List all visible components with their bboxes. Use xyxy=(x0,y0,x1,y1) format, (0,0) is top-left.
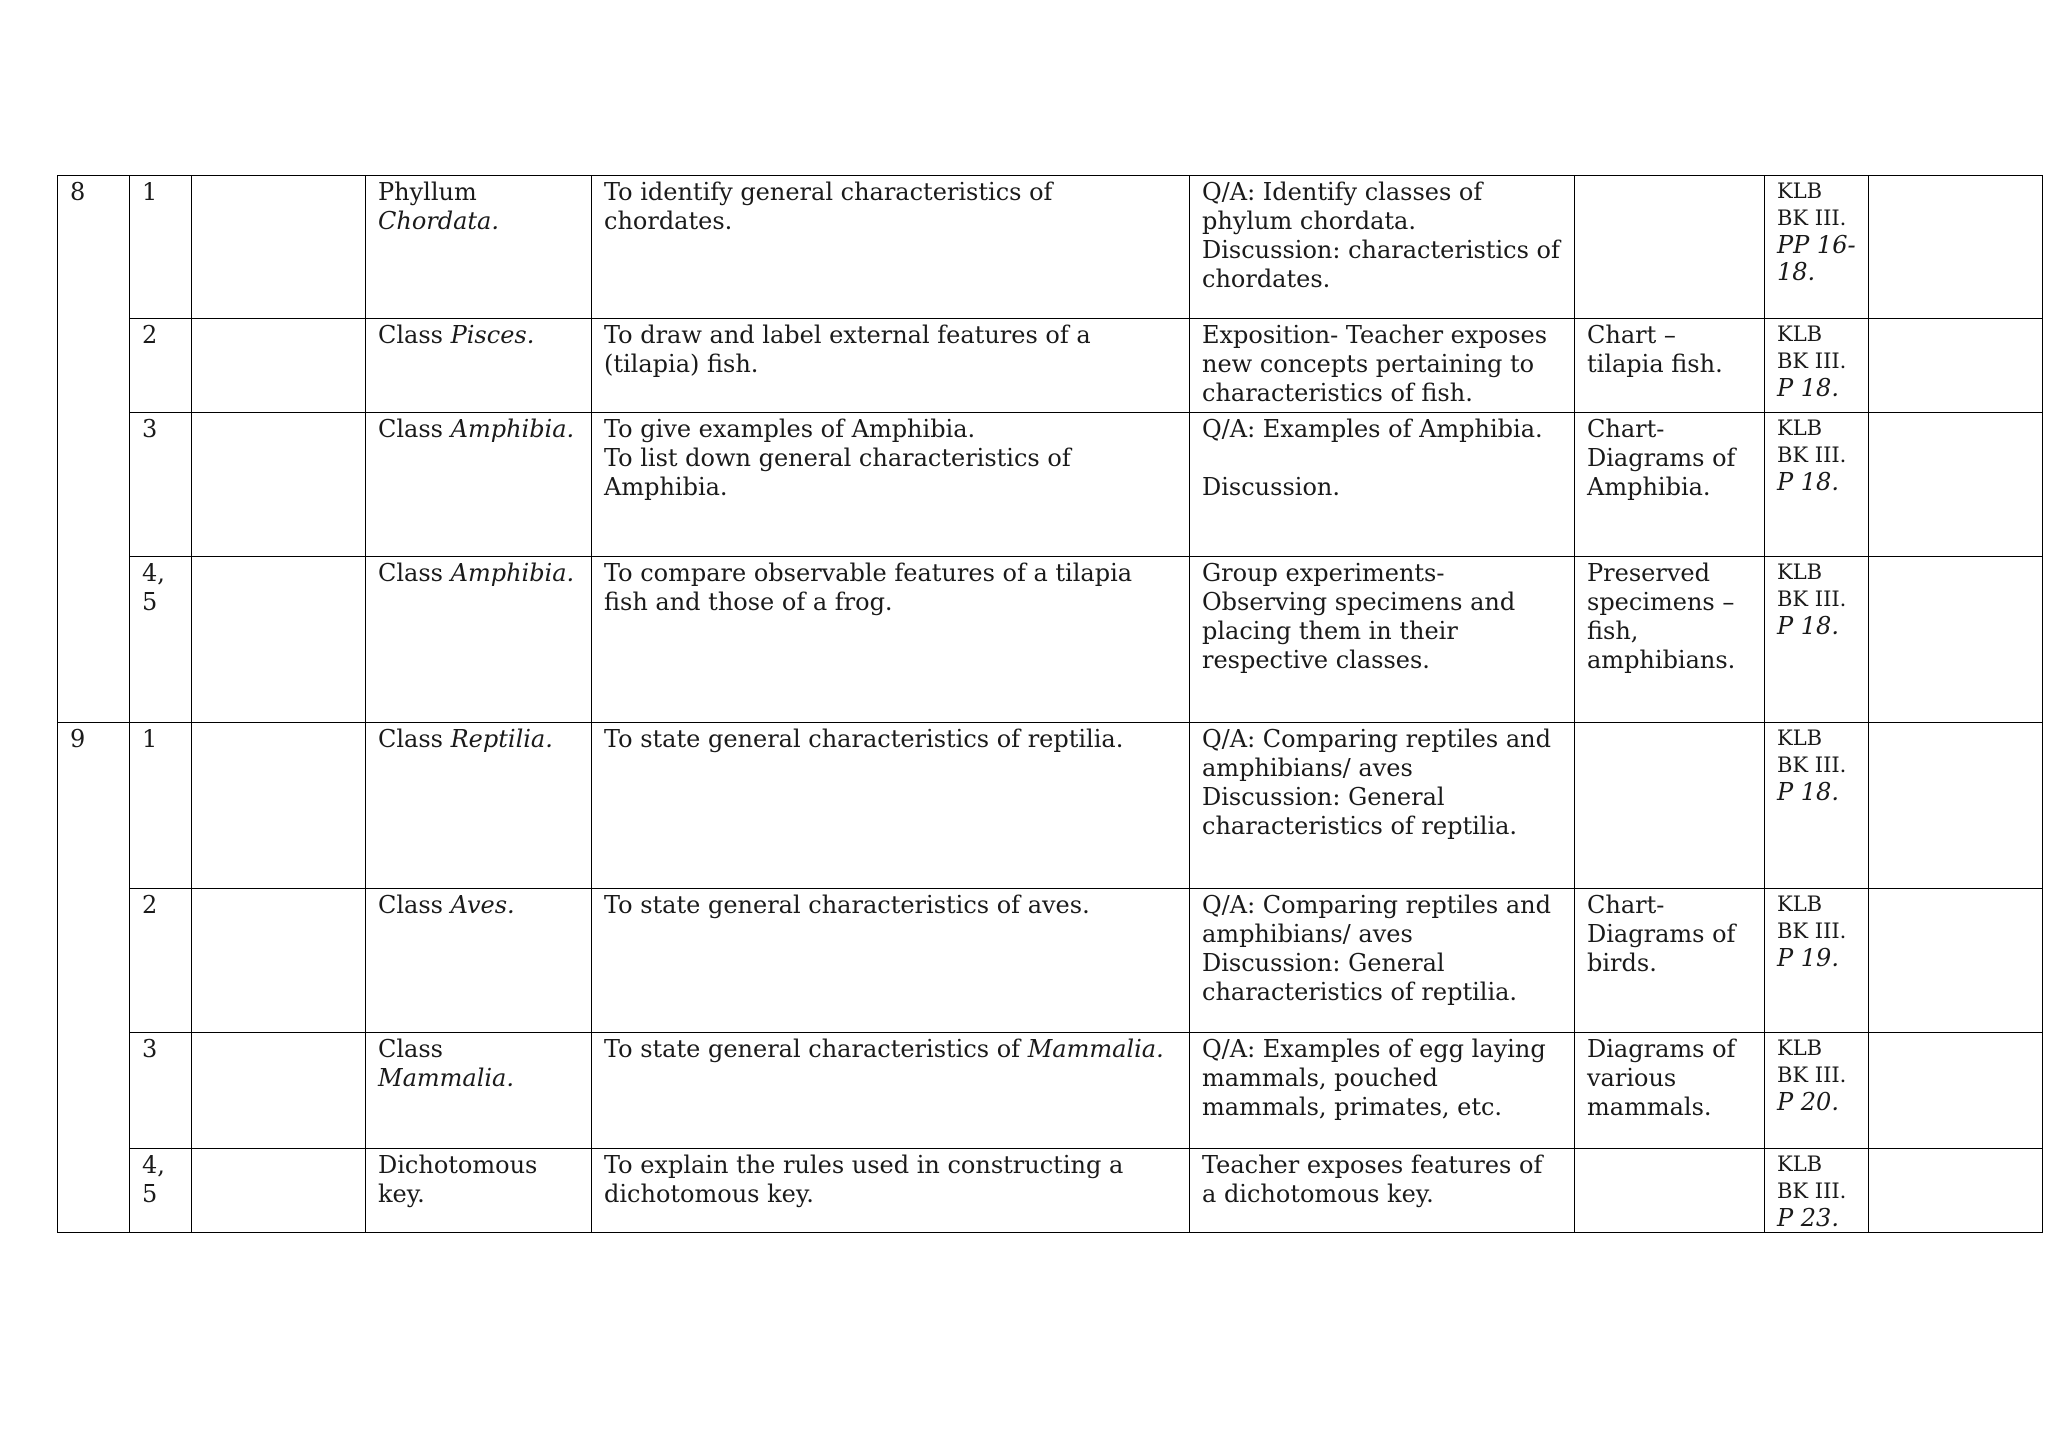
resources-cell xyxy=(1575,1149,1765,1233)
ref-book: KLB xyxy=(1777,1036,1823,1060)
objective-italic: Mammalia. xyxy=(1027,1035,1164,1063)
blank-cell xyxy=(192,413,366,557)
remarks-cell xyxy=(1869,1033,2043,1149)
topic-text: Class xyxy=(378,559,451,587)
ref-volume: BK III. xyxy=(1777,1063,1847,1087)
blank-cell xyxy=(192,1033,366,1149)
activities-cell xyxy=(1190,1033,1575,1149)
objective-line: To state general characteristics of xyxy=(604,1035,1028,1063)
ref-page: PP 16-18. xyxy=(1777,231,1856,286)
ref-volume: BK III. xyxy=(1777,587,1847,611)
objective-line: To list down general characteristics of Amphibia. xyxy=(604,444,1071,501)
lesson-cell: 4, 5 xyxy=(130,557,192,723)
blank-cell xyxy=(192,557,366,723)
reference-cell xyxy=(1765,1149,1869,1233)
blank-cell xyxy=(192,723,366,889)
ref-book: KLB xyxy=(1777,322,1823,346)
topic-italic: Reptilia. xyxy=(450,725,553,753)
activity-line: Discussion: General characteristics of reptilia. xyxy=(1202,783,1518,840)
objectives-cell xyxy=(592,413,1190,557)
topic-text: Class xyxy=(378,725,451,753)
objectives-cell xyxy=(592,176,1190,319)
reference-cell xyxy=(1765,176,1869,319)
remarks-cell xyxy=(1869,889,2043,1033)
activities-cell xyxy=(1190,413,1575,557)
activity-line: Q/A: Comparing reptiles and amphibians/ aves xyxy=(1202,891,1551,948)
topic-cell xyxy=(366,1149,592,1233)
activities-cell xyxy=(1190,1149,1575,1233)
resources-cell: Diagrams of various mammals. xyxy=(1575,1033,1765,1149)
activity-line: Q/A: Comparing reptiles and amphibians/ aves xyxy=(1202,725,1551,782)
topic-text: Class xyxy=(378,1035,443,1063)
remarks-cell xyxy=(1869,723,2043,889)
topic-italic: Amphibia. xyxy=(450,415,575,443)
activity-line: Discussion: characteristics of chordates. xyxy=(1202,236,1560,293)
lesson-cell: 3 xyxy=(130,413,192,557)
topic-cell xyxy=(366,176,592,319)
resources-cell: Preserved specimens – fish, amphibians. xyxy=(1575,557,1765,723)
ref-book: KLB xyxy=(1777,892,1823,916)
objective-line: To give examples of Amphibia. xyxy=(604,415,976,443)
objective-line: To identify general characteristics of chordates. xyxy=(604,178,1053,235)
topic-italic: Mammalia. xyxy=(378,1064,514,1092)
lesson-cell: 4, 5 xyxy=(130,1149,192,1233)
remarks-cell xyxy=(1869,1149,2043,1233)
remarks-cell xyxy=(1869,319,2043,413)
activity-line: Teacher exposes features of a dichotomous key. xyxy=(1202,1151,1543,1208)
table-row xyxy=(58,557,2043,723)
topic-text: Class xyxy=(378,415,451,443)
ref-volume: BK III. xyxy=(1777,753,1847,777)
ref-page: P 20. xyxy=(1777,1088,1839,1116)
remarks-cell xyxy=(1869,413,2043,557)
topic-italic: Amphibia. xyxy=(450,559,575,587)
topic-cell xyxy=(366,413,592,557)
ref-page: P 19. xyxy=(1777,944,1839,972)
reference-cell xyxy=(1765,413,1869,557)
table-row xyxy=(58,723,2043,889)
objectives-cell xyxy=(592,1149,1190,1233)
objectives-cell xyxy=(592,889,1190,1033)
objectives-cell xyxy=(592,319,1190,413)
ref-book: KLB xyxy=(1777,1152,1823,1176)
ref-page: P 18. xyxy=(1777,612,1839,640)
ref-book: KLB xyxy=(1777,416,1823,440)
resources-cell: Chart –tilapia fish. xyxy=(1575,319,1765,413)
reference-cell xyxy=(1765,723,1869,889)
reference-cell xyxy=(1765,1033,1869,1149)
table-row xyxy=(58,319,2043,413)
lesson-cell: 2 xyxy=(130,319,192,413)
topic-italic: Aves. xyxy=(450,891,515,919)
activity-line: Discussion. xyxy=(1202,473,1340,501)
ref-book: KLB xyxy=(1777,560,1823,584)
ref-book: KLB xyxy=(1777,726,1823,750)
blank-cell xyxy=(192,1149,366,1233)
activity-line: Exposition- Teacher exposes new concepts pertaining to characteristics of fish. xyxy=(1202,321,1548,407)
topic-cell xyxy=(366,889,592,1033)
topic-text: Class xyxy=(378,321,451,349)
activities-cell xyxy=(1190,176,1575,319)
reference-cell xyxy=(1765,319,1869,413)
reference-cell xyxy=(1765,557,1869,723)
ref-page: P 23. xyxy=(1777,1204,1839,1232)
topic-text: Class xyxy=(378,891,451,919)
activities-cell xyxy=(1190,723,1575,889)
week-cell: 8 xyxy=(58,176,130,723)
table-row xyxy=(58,1149,2043,1233)
objective-line: To compare observable features of a tilapia fish and those of a frog. xyxy=(604,559,1133,616)
ref-page: P 18. xyxy=(1777,778,1839,806)
reference-cell xyxy=(1765,889,1869,1033)
activity-line: Q/A: Identify classes of phylum chordata. xyxy=(1202,178,1483,235)
week-cell: 9 xyxy=(58,723,130,1233)
remarks-cell xyxy=(1869,557,2043,723)
objective-line: To state general characteristics of reptilia. xyxy=(604,725,1124,753)
activity-line: Q/A: Examples of Amphibia. xyxy=(1202,415,1543,443)
ref-volume: BK III. xyxy=(1777,349,1847,373)
objective-line: To draw and label external features of a (tilapia) fish. xyxy=(604,321,1091,378)
objective-line: To explain the rules used in constructing a dichotomous key. xyxy=(604,1151,1124,1208)
blank-cell xyxy=(192,176,366,319)
topic-cell xyxy=(366,723,592,889)
activity-line: Discussion: General characteristics of reptilia. xyxy=(1202,949,1518,1006)
blank-cell xyxy=(192,319,366,413)
lesson-cell: 2 xyxy=(130,889,192,1033)
topic-text: Phyllum xyxy=(378,178,477,206)
resources-cell xyxy=(1575,176,1765,319)
resources-cell: Chart-Diagrams of Amphibia. xyxy=(1575,413,1765,557)
objectives-cell xyxy=(592,557,1190,723)
lesson-cell: 1 xyxy=(130,176,192,319)
table-row xyxy=(58,1033,2043,1149)
activities-cell xyxy=(1190,557,1575,723)
table-row xyxy=(58,413,2043,557)
ref-volume: BK III. xyxy=(1777,443,1847,467)
topic-cell xyxy=(366,1033,592,1149)
activities-cell xyxy=(1190,319,1575,413)
objectives-cell xyxy=(592,723,1190,889)
lesson-cell: 1 xyxy=(130,723,192,889)
scheme-of-work-table xyxy=(57,175,2043,1233)
ref-volume: BK III. xyxy=(1777,206,1847,230)
activities-cell xyxy=(1190,889,1575,1033)
table-row xyxy=(58,176,2043,319)
objective-line: To state general characteristics of aves. xyxy=(604,891,1090,919)
topic-text: Dichotomous key. xyxy=(378,1151,538,1208)
table-row xyxy=(58,889,2043,1033)
remarks-cell xyxy=(1869,176,2043,319)
ref-volume: BK III. xyxy=(1777,1179,1847,1203)
ref-page: P 18. xyxy=(1777,374,1839,402)
topic-cell xyxy=(366,319,592,413)
activity-line: Q/A: Examples of egg laying mammals, pouched mammals, primates, etc. xyxy=(1202,1035,1546,1121)
topic-cell xyxy=(366,557,592,723)
topic-italic: Chordata. xyxy=(378,207,499,235)
ref-page: P 18. xyxy=(1777,468,1839,496)
topic-italic: Pisces. xyxy=(450,321,535,349)
lesson-cell: 3 xyxy=(130,1033,192,1149)
resources-cell xyxy=(1575,723,1765,889)
resources-cell: Chart-Diagrams of birds. xyxy=(1575,889,1765,1033)
ref-volume: BK III. xyxy=(1777,919,1847,943)
activity-line: Group experiments-Observing specimens and placing them in their respective classes. xyxy=(1202,559,1516,674)
ref-book: KLB xyxy=(1777,179,1823,203)
blank-cell xyxy=(192,889,366,1033)
objectives-cell xyxy=(592,1033,1190,1149)
